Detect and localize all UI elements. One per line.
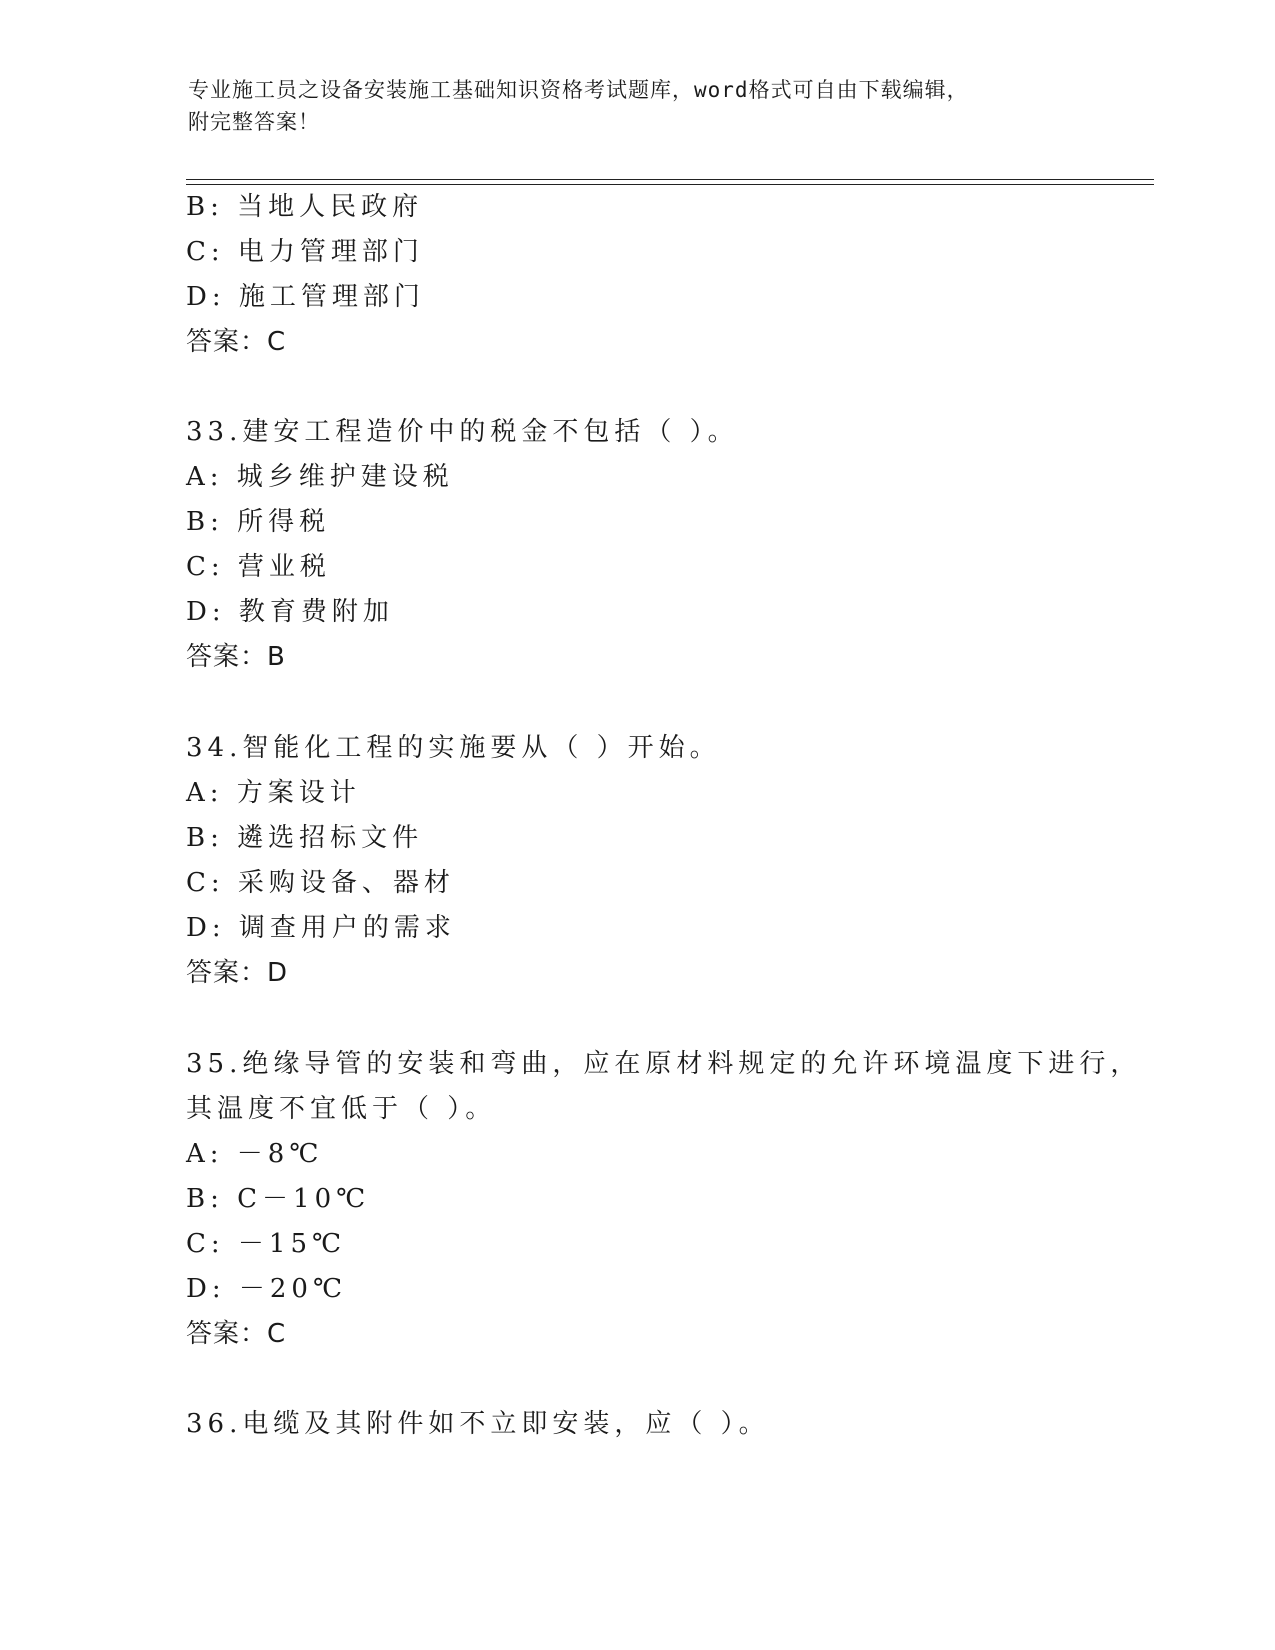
- q33-option-d: D: 教育费附加: [186, 597, 394, 627]
- document-header: [188, 74, 1068, 138]
- q36-question: 36.电缆及其附件如不立即安装，应（ ）。: [186, 1409, 770, 1439]
- prev-option-d: D: 施工管理部门: [186, 282, 425, 312]
- q35-option-a: A: －8℃: [186, 1139, 324, 1169]
- q33-answer: 答案：B: [186, 642, 286, 672]
- q35-option-d: D: －20℃: [186, 1274, 348, 1304]
- q35-option-b: B: C－10℃: [186, 1184, 371, 1214]
- q33-option-b: B: 所得税: [186, 507, 331, 537]
- prev-option-b: B: 当地人民政府: [186, 192, 424, 222]
- prev-answer: 答案：C: [186, 327, 287, 357]
- header-rule-top: [186, 179, 1154, 180]
- q34-option-c: C: 采购设备、器材: [186, 868, 455, 898]
- header-rule-bottom: [186, 184, 1154, 185]
- q35-question-line1: 35.绝缘导管的安装和弯曲，应在原材料规定的允许环境温度下进行，: [186, 1049, 1142, 1079]
- q34-answer: 答案：D: [186, 958, 289, 988]
- q34-option-a: A: 方案设计: [186, 778, 361, 808]
- q34-option-d: D: 调查用户的需求: [186, 913, 456, 943]
- q34-question: 34.智能化工程的实施要从（ ）开始。: [186, 733, 721, 763]
- q35-option-c: C: －15℃: [186, 1229, 347, 1259]
- q33-question: 33.建安工程造价中的税金不包括（ ）。: [186, 417, 739, 447]
- header-title-line1: 专业施工员之设备安装施工基础知识资格考试题库，word格式可自由下载编辑，: [188, 78, 969, 102]
- q34-option-b: B: 遴选招标文件: [186, 823, 424, 853]
- q35-question-line2: 其温度不宜低于（ ）。: [186, 1094, 497, 1124]
- prev-option-c: C: 电力管理部门: [186, 237, 424, 267]
- q35-answer: 答案：C: [186, 1319, 287, 1349]
- q33-option-a: A: 城乡维护建设税: [186, 462, 454, 492]
- header-title-line2: 附完整答案！: [188, 110, 320, 134]
- q33-option-c: C: 营业税: [186, 552, 331, 582]
